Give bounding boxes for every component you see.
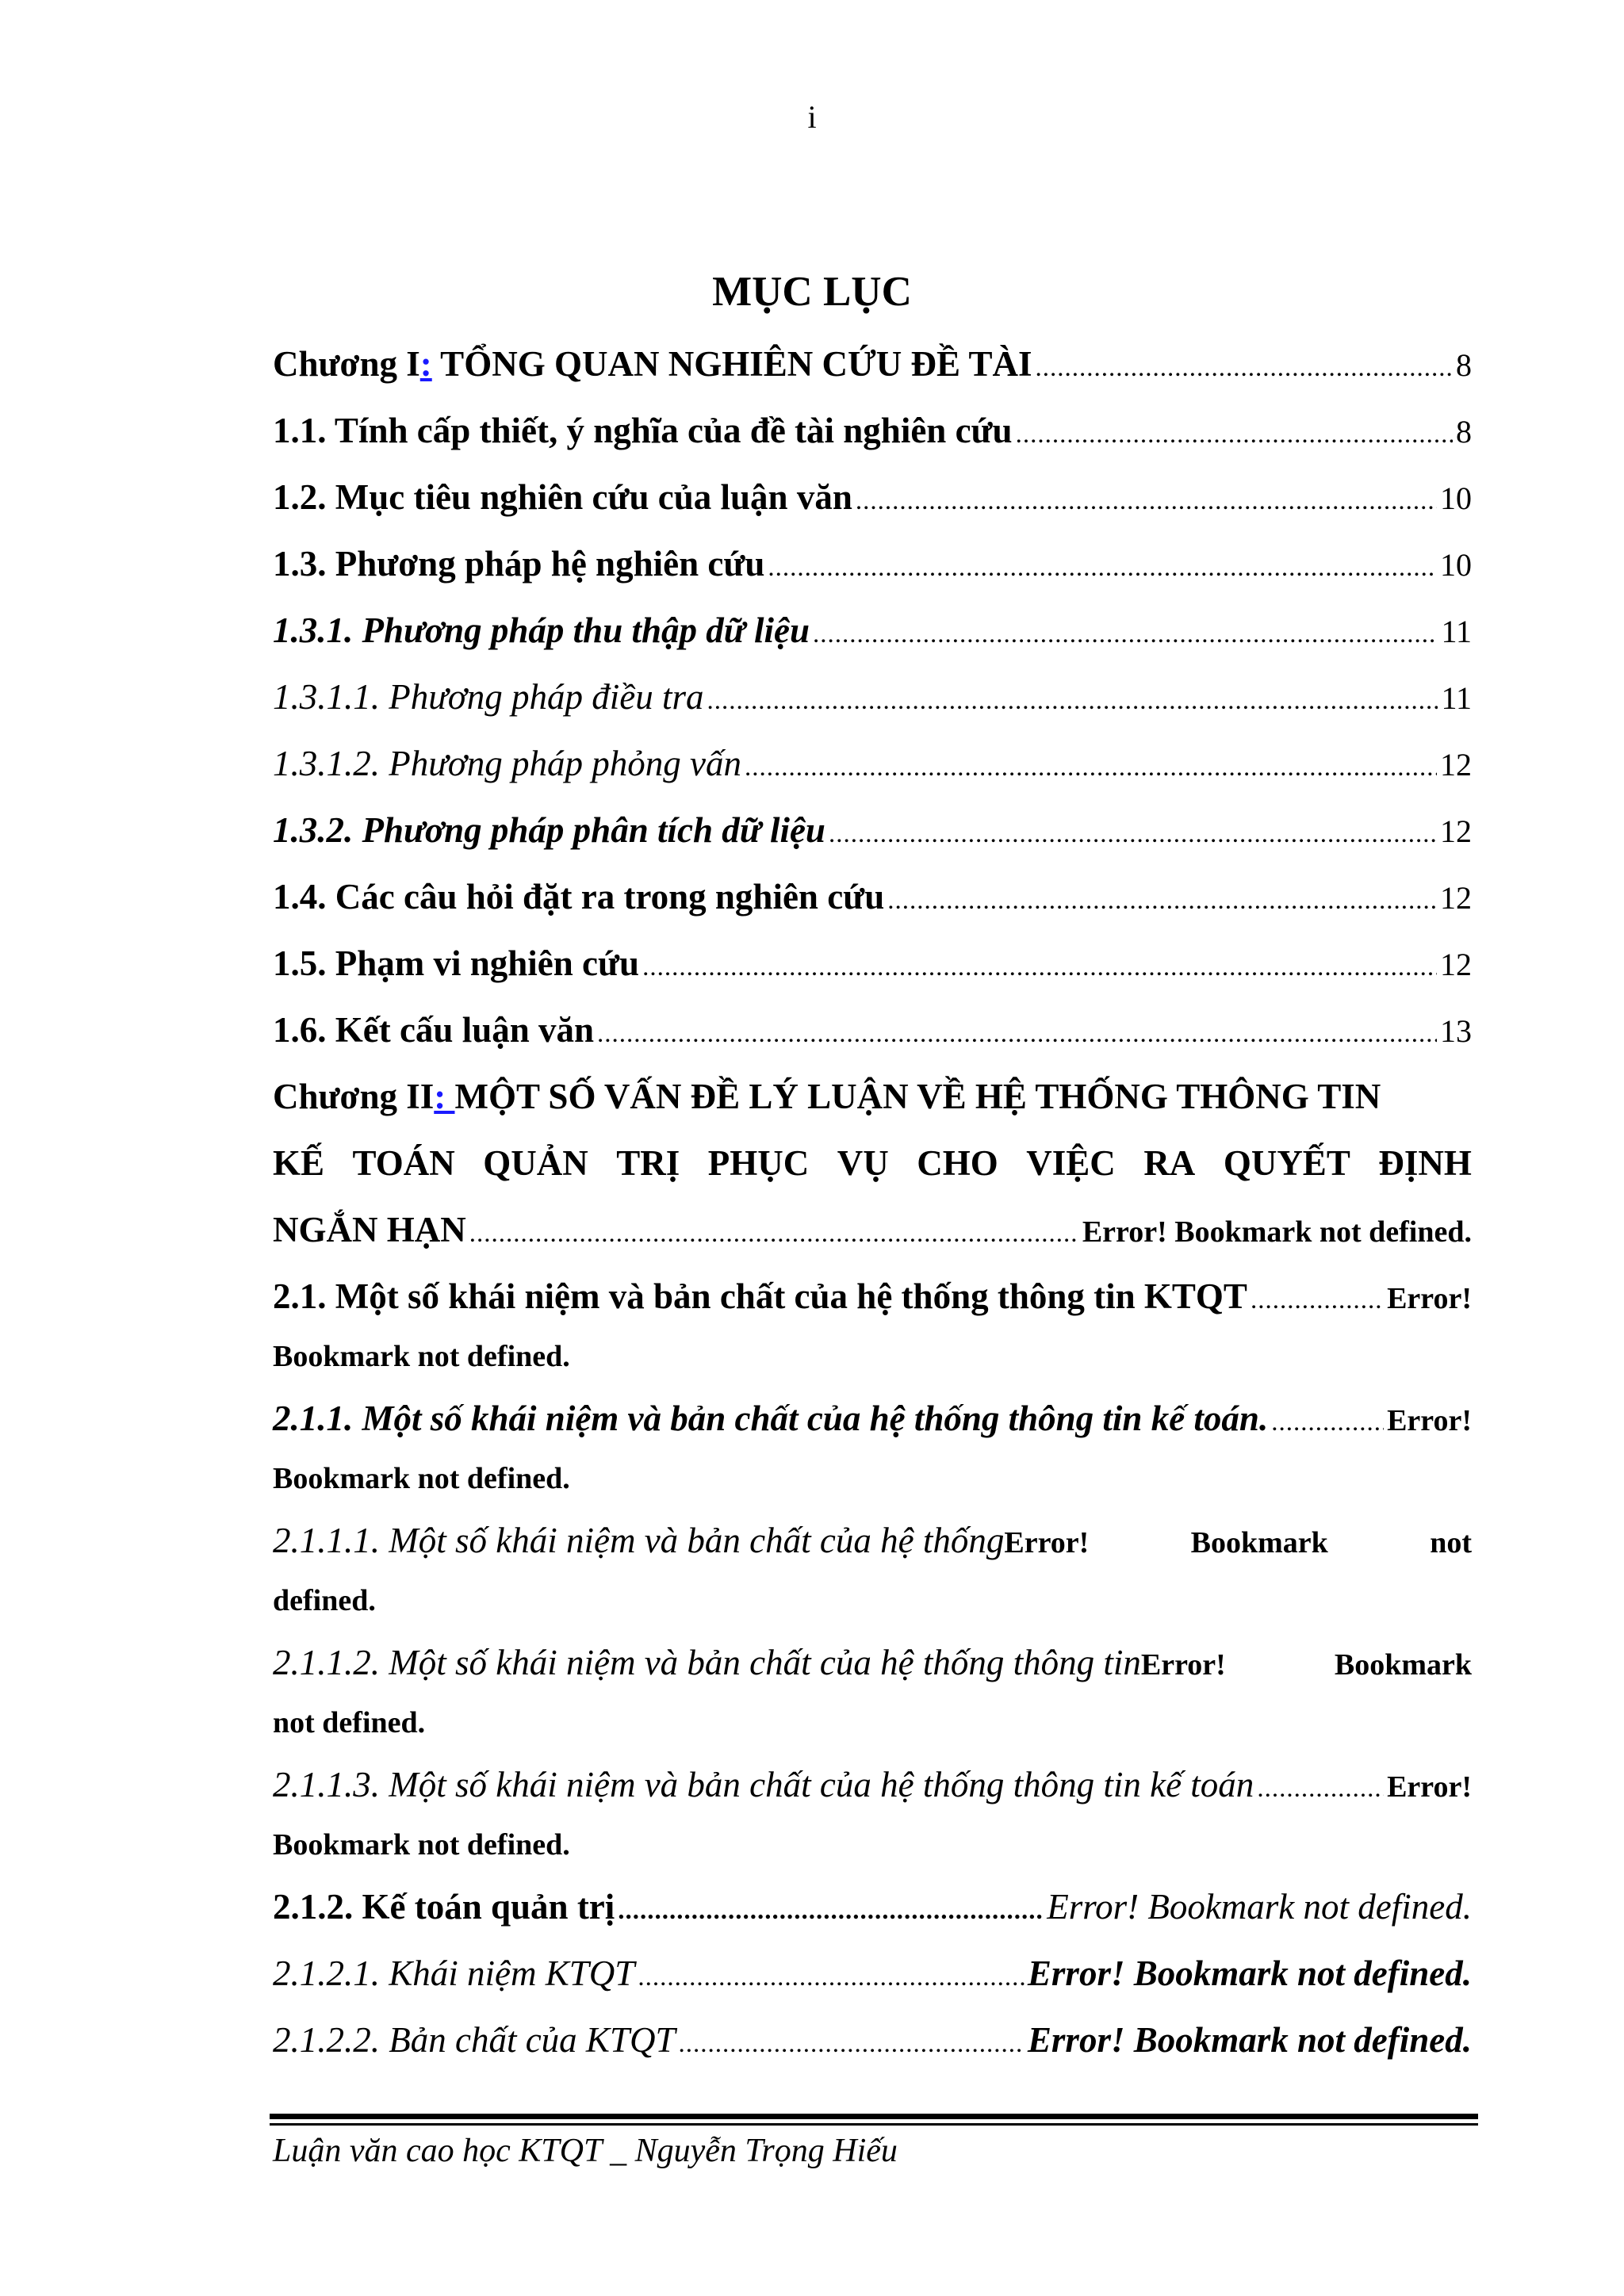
- toc-entry-label: 2.1.1.2. Một số khái niệm và bản chất của hệ thống thông tin: [273, 1643, 1141, 1682]
- bookmark-error: Error!: [1387, 1770, 1472, 1804]
- toc-entry-chapter-2-line2: [273, 1143, 1472, 1183]
- bookmark-error: Error! Bookmark not: [1004, 1526, 1472, 1559]
- toc-entry-1-4[interactable]: [273, 879, 1472, 915]
- dot-leader: [679, 2031, 1025, 2057]
- dot-leader: [1251, 1288, 1384, 1314]
- toc-entry-2-1-1[interactable]: [273, 1401, 1472, 1437]
- word: KẾ: [273, 1143, 325, 1183]
- bookmark-error: Error! Bookmark: [1140, 1648, 1472, 1682]
- toc-entry-label: 1.6. Kết cấu luận văn: [273, 1010, 595, 1050]
- bookmark-error-continued: Bookmark not defined.: [273, 1462, 570, 1495]
- toc-page-number: 10: [1440, 480, 1472, 516]
- bookmark-link[interactable]: :: [419, 344, 432, 384]
- footer-text: Luận văn cao học KTQT _ Nguyễn Trọng Hiếu: [273, 2133, 898, 2169]
- toc-page-number: 11: [1441, 680, 1472, 716]
- toc-entry-label: 1.2. Mục tiêu nghiên cứu của luận văn: [273, 477, 852, 517]
- toc-entry-label: 1.3.2. Phương pháp phân tích dữ liệu: [273, 810, 825, 850]
- toc-page-number: 12: [1440, 880, 1472, 916]
- toc-entry-label: 1.3.1. Phương pháp thu thập dữ liệu: [273, 610, 810, 650]
- word: CHO: [917, 1143, 998, 1183]
- word: TRỊ: [616, 1143, 680, 1183]
- toc-entry-label: 2.1.2.2. Bản chất của KTQT: [273, 2020, 676, 2060]
- toc-entry-1-3-1-1[interactable]: [273, 679, 1472, 715]
- toc-entry-1-1[interactable]: [273, 413, 1472, 449]
- dot-leader: [618, 1898, 1044, 1924]
- dot-leader: [1016, 422, 1453, 448]
- toc-entry-label: 1.3. Phương pháp hệ nghiên cứu: [273, 544, 765, 584]
- bookmark-error: Error! Bookmark not defined.: [1027, 2020, 1472, 2060]
- toc-entry-label: 2.1.1.1. Một số khái niệm và bản chất của hệ thống: [273, 1521, 1005, 1560]
- dot-leader: [642, 955, 1437, 981]
- toc-entry-2-1-1-2[interactable]: [273, 1645, 1472, 1681]
- dot-leader: [856, 488, 1437, 515]
- toc-entry-1-6[interactable]: [273, 1012, 1472, 1048]
- toc-entry-chapter-1[interactable]: [273, 346, 1472, 382]
- bookmark-error: Error!: [1387, 1404, 1472, 1437]
- page-number: i: [807, 99, 817, 135]
- toc-entry-1-3-1[interactable]: [273, 610, 1472, 650]
- bookmark-error: Error! Bookmark not defined.: [1027, 1954, 1472, 1993]
- toc-entry-label: 2.1.2. Kế toán quản trị: [273, 1887, 615, 1927]
- word: VỤ: [837, 1143, 889, 1183]
- word: QUYẾT: [1223, 1143, 1350, 1183]
- toc-entry-label: 2.1.2.1. Khái niệm KTQT: [273, 1954, 635, 1993]
- word: ĐỊNH: [1378, 1143, 1472, 1183]
- toc-entry-label: NGẮN HẠN: [273, 1210, 466, 1249]
- dot-leader: [707, 688, 1438, 714]
- bookmark-error-continued: not defined.: [273, 1706, 426, 1739]
- footer-rule-thick: [270, 2114, 1478, 2119]
- toc-entry-chapter-2[interactable]: [273, 1079, 1472, 1115]
- toc-entry-label: 1.1. Tính cấp thiết, ý nghĩa của đề tài nghiên cứu: [273, 411, 1013, 450]
- toc-entry-label: 1.5. Phạm vi nghiên cứu: [273, 943, 640, 983]
- toc-entry-label: 1.4. Các câu hỏi đặt ra trong nghiên cứu: [273, 877, 885, 916]
- toc-page-number: 8: [1456, 414, 1472, 450]
- dot-leader: [1036, 355, 1453, 381]
- toc-entry-label: 2.1. Một số khái niệm và bản chất của hệ thống thông tin KTQT: [273, 1276, 1247, 1316]
- dot-leader: [597, 1021, 1437, 1047]
- word: VIỆC: [1026, 1143, 1116, 1183]
- dot-leader: [1271, 1410, 1384, 1436]
- toc-entry-label: 1.3.1.1. Phương pháp điều tra: [273, 677, 704, 717]
- bookmark-error: Error!: [1387, 1282, 1472, 1315]
- toc-page-number: 11: [1441, 614, 1472, 649]
- toc-entry-label: 1.3.1.2. Phương pháp phỏng vấn: [273, 744, 742, 783]
- toc-page-number: 13: [1440, 1013, 1472, 1049]
- toc-entry-1-2[interactable]: [273, 477, 1472, 517]
- toc-page-number: 12: [1440, 813, 1472, 849]
- toc-entry-1-3-2[interactable]: [273, 810, 1472, 850]
- dot-leader: [829, 821, 1437, 848]
- word: TOÁN: [352, 1143, 455, 1183]
- toc-entry-label: Chương II: MỘT SỐ VẤN ĐỀ LÝ LUẬN VỀ HỆ THỐNG THÔNG TIN: [273, 1077, 1381, 1116]
- footer-rule-thin: [270, 2123, 1478, 2126]
- bookmark-error-continued: Bookmark not defined.: [273, 1340, 570, 1373]
- bookmark-error-continued: defined.: [273, 1584, 376, 1617]
- dot-leader: [469, 1221, 1079, 1247]
- toc-entry-1-5[interactable]: [273, 943, 1472, 983]
- toc-page-number: 8: [1456, 347, 1472, 383]
- toc-entry-2-1-2-2[interactable]: [273, 2022, 1472, 2058]
- toc-entry-label: 2.1.1. Một số khái niệm và bản chất của hệ thống thông tin kế toán.: [273, 1399, 1269, 1438]
- toc-entry-2-1-2-1[interactable]: [273, 1956, 1472, 1992]
- toc-entry-2-1[interactable]: [273, 1276, 1472, 1316]
- toc-entry-chapter-2-line3: [273, 1212, 1472, 1248]
- dot-leader: [768, 555, 1437, 581]
- toc-page-number: 10: [1440, 547, 1472, 583]
- toc-entry-1-3[interactable]: [273, 546, 1472, 582]
- toc-entry-2-1-1-3[interactable]: [273, 1767, 1472, 1803]
- dot-leader: [638, 1965, 1025, 1991]
- word: PHỤC: [707, 1143, 810, 1183]
- word: QUẢN: [483, 1143, 588, 1183]
- bookmark-error-continued: Bookmark not defined.: [273, 1828, 570, 1862]
- toc-entry-label: Chương I: TỔNG QUAN NGHIÊN CỨU ĐỀ TÀI: [273, 344, 1032, 384]
- toc-title: MỤC LỤC: [712, 269, 912, 315]
- toc-page-number: 12: [1440, 947, 1472, 982]
- dot-leader: [745, 755, 1437, 781]
- toc-entry-label: 2.1.1.3. Một số khái niệm và bản chất của hệ thống thông tin kế toán: [273, 1765, 1254, 1804]
- bookmark-link[interactable]: :: [434, 1077, 455, 1116]
- dot-leader: [813, 622, 1438, 648]
- toc-entry-1-3-1-2[interactable]: [273, 746, 1472, 782]
- toc-entry-2-1-2[interactable]: [273, 1889, 1472, 1925]
- toc-page-number: 12: [1440, 747, 1472, 783]
- word: RA: [1143, 1143, 1196, 1183]
- bookmark-error: Error! Bookmark not defined.: [1047, 1887, 1472, 1927]
- toc-entry-2-1-1-1[interactable]: [273, 1523, 1472, 1559]
- dot-leader: [887, 888, 1437, 914]
- bookmark-error: Error! Bookmark not defined.: [1082, 1215, 1472, 1249]
- dot-leader: [1257, 1776, 1384, 1802]
